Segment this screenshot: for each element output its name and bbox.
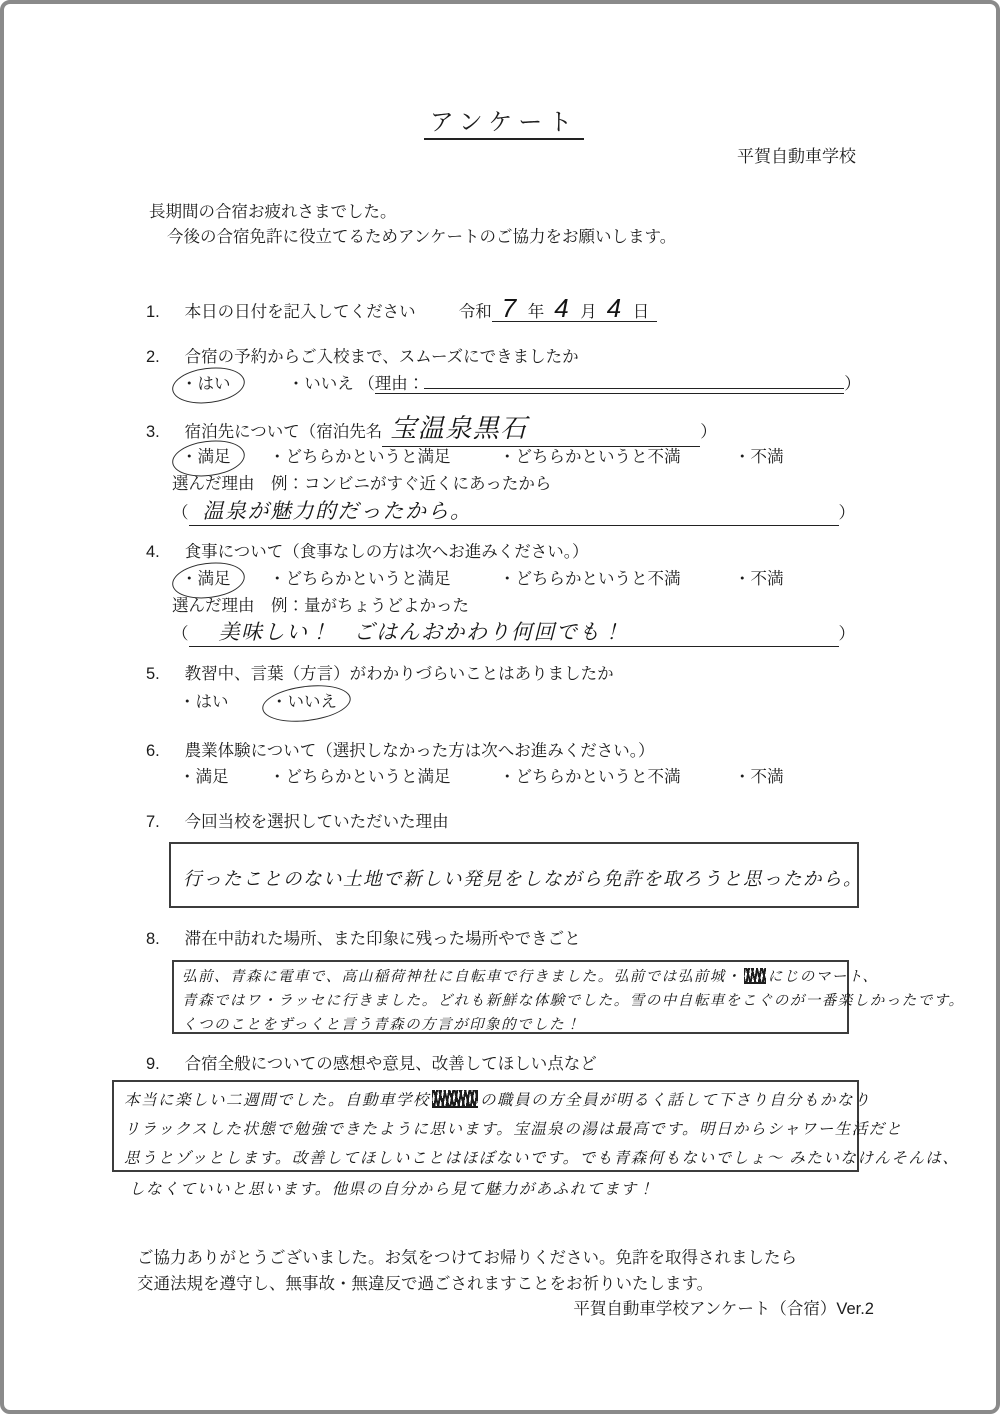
q1-day-unit: 日	[632, 303, 650, 321]
q4-reason-example: 選んだ理由 例：量がちょうどよかった	[172, 597, 469, 615]
q8-answer-line-3: くつのことをずっくと言う青森の方言が印象的でした！	[182, 1017, 582, 1033]
q5-option-no-circled	[269, 692, 339, 713]
q9-answer-box	[112, 1080, 960, 1172]
q1-date-field	[492, 293, 657, 323]
q2-label: 合宿の予約からご入校まで、スムーズにできましたか	[184, 348, 579, 366]
intro-line-1: 長期間の合宿お疲れさまでした。	[149, 203, 397, 221]
intro-line-2: 今後の合宿免許に役立てるためアンケートのご協力をお願いします。	[167, 228, 677, 246]
q2-option-yes-circled	[179, 374, 233, 395]
q4-options-row	[4, 569, 1000, 590]
q1-day-value: 4	[606, 293, 623, 323]
q4-answer-close-paren: ）	[838, 625, 855, 643]
q1-year-value: 7	[501, 293, 518, 323]
q3-option-dissatisfied: ・不満	[734, 448, 784, 466]
q2-option-yes-label: ・はい	[181, 375, 231, 393]
q3-answer-field	[189, 498, 839, 526]
q8-answer-line-1a: 弘前、青森に電車で、高山稲荷神社に自転車で行きました。弘前では弘前城・	[182, 969, 742, 985]
q6-option-dissatisfied: ・不満	[734, 768, 784, 786]
footer-line-2: 交通法規を遵守し、無事故・無違反で過ごされますことをお祈りいたします。	[137, 1275, 714, 1293]
question-6	[146, 741, 655, 762]
question-7	[146, 812, 449, 833]
q3-lodging-field	[382, 412, 700, 447]
q4-answer-value: 美味しい！ ごはんおかわり何回でも！	[218, 621, 624, 644]
q1-month-value: 4	[554, 293, 571, 323]
q7-answer-box	[169, 842, 864, 908]
q3-options-row	[4, 447, 1000, 468]
q4-number: 4.	[146, 543, 160, 561]
q6-label: 農業体験について（選択しなかった方は次へお進みください。）	[184, 742, 655, 760]
q2-reason-label: 理由：	[374, 375, 425, 393]
q3-close-paren: ）	[700, 423, 717, 441]
q4-option-dissatisfied: ・不満	[734, 570, 784, 588]
q4-answer-open-paren: （	[172, 625, 189, 643]
question-8	[146, 929, 581, 950]
q3-reason-example: 選んだ理由 例：コンビニがすぐ近くにあったから	[172, 475, 552, 493]
question-1	[146, 292, 657, 326]
q3-label: 宿泊先について（宿泊先名	[184, 423, 383, 441]
q3-reason-row	[172, 498, 855, 526]
school-name: 平賀自動車学校	[737, 147, 856, 166]
q4-reason-row	[172, 619, 855, 647]
q6-number: 6.	[146, 742, 160, 760]
q3-option-satisfied-label: ・満足	[181, 448, 231, 466]
q7-answer-value: 行ったことのない土地で新しい発見をしながら免許を取ろうと思ったから。	[183, 868, 864, 889]
q1-number: 1.	[146, 303, 160, 321]
q9-answer-line-1b: の職員の方全員が明るく話して下さり自分もかなり	[480, 1092, 872, 1109]
q8-answer-line-1	[182, 965, 879, 989]
q3-answer-value: 温泉が魅力的だったから。	[202, 500, 473, 523]
question-5	[146, 664, 614, 685]
q2-options-row	[179, 374, 861, 395]
q4-label: 食事について（食事なしの方は次へお進みください。）	[184, 543, 589, 561]
q9-answer-line-1	[124, 1086, 872, 1115]
q1-month-unit: 月	[580, 303, 597, 321]
q4-option-satisfied-label: ・満足	[181, 570, 231, 588]
q2-reason-open-paren: （	[358, 375, 375, 393]
q6-option-somewhat-satisfied: ・どちらかというと満足	[269, 768, 451, 786]
q2-reason-blank	[424, 388, 844, 389]
q3-number: 3.	[146, 423, 160, 441]
q3-answer-close-paren: ）	[838, 504, 855, 522]
q3-answer-open-paren: （	[172, 504, 189, 522]
page-title: アンケート	[424, 109, 585, 140]
q6-option-satisfied: ・満足	[179, 768, 229, 786]
q9-answer-line-4-outside-box: しなくていいと思います。他県の自分から見て魅力があふれてます！	[129, 1181, 655, 1198]
question-4	[146, 542, 589, 563]
q3-option-somewhat-satisfied: ・どちらかというと満足	[269, 448, 451, 466]
scratched-out-word	[744, 968, 766, 984]
q2-reason-close-paren: ）	[844, 375, 861, 393]
q2-number: 2.	[146, 348, 160, 366]
q5-option-yes: ・はい	[179, 693, 229, 711]
q3-option-satisfied-circled	[179, 447, 233, 468]
q4-option-somewhat-dissatisfied: ・どちらかというと不満	[499, 570, 681, 588]
question-9	[146, 1054, 597, 1075]
q1-era-label: 令和	[458, 303, 492, 321]
q3-lodging-name-value: 宝温泉黒石	[390, 413, 528, 443]
q5-label: 教習中、言葉（方言）がわかりづらいことはありましたか	[184, 665, 614, 683]
q5-number: 5.	[146, 665, 160, 683]
q8-answer-line-2: 青森ではワ・ラッセに行きました。どれも新鮮な体験でした。雪の中自転車をこぐのが一番楽しかったです。	[182, 993, 965, 1009]
header	[4, 102, 1000, 137]
q2-option-no-label: ・いいえ	[287, 375, 354, 393]
q9-label: 合宿全般についての感想や意見、改善してほしい点など	[184, 1055, 597, 1073]
footer-line-1: ご協力ありがとうございました。お気をつけてお帰りください。免許を取得されましたら	[137, 1249, 797, 1267]
q9-answer-line-1a: 本当に楽しい二週間でした。自動車学校	[124, 1092, 431, 1109]
question-3	[146, 412, 717, 447]
q9-answer-line-3: 思うとゾッとします。改善してほしいことはほぼないです。でも青森何もないでしょ〜 みたいなけんそんは、	[124, 1150, 960, 1167]
scratched-out-word	[432, 1090, 478, 1108]
q9-number: 9.	[146, 1055, 160, 1073]
footer-version: 平賀自動車学校アンケート（合宿）Ver.2	[573, 1300, 874, 1318]
q1-label: 本日の日付を記入してください	[184, 303, 416, 321]
q7-label: 今回当校を選択していただいた理由	[184, 813, 449, 831]
q5-option-no-label: ・いいえ	[271, 693, 337, 711]
q8-number: 8.	[146, 930, 160, 948]
q8-label: 滞在中訪れた場所、また印象に残った場所やできごと	[184, 930, 581, 948]
q4-option-satisfied-circled	[179, 569, 233, 590]
q5-options-row	[4, 692, 1000, 713]
question-2	[146, 347, 579, 368]
q8-answer-box	[172, 960, 965, 1034]
q8-answer-line-1b: にじのマート、	[767, 969, 879, 985]
q1-year-unit: 年	[527, 303, 545, 321]
q3-option-somewhat-dissatisfied: ・どちらかというと不満	[499, 448, 681, 466]
q9-answer-line-2: リラックスした状態で勉強できたように思います。宝温泉の湯は最高です。明日からシャワー生活だと	[124, 1121, 903, 1138]
q4-answer-field	[189, 619, 839, 647]
q7-number: 7.	[146, 813, 160, 831]
q6-option-somewhat-dissatisfied: ・どちらかというと不満	[499, 768, 681, 786]
q2-reason-field	[375, 375, 845, 394]
q4-option-somewhat-satisfied: ・どちらかというと満足	[269, 570, 451, 588]
